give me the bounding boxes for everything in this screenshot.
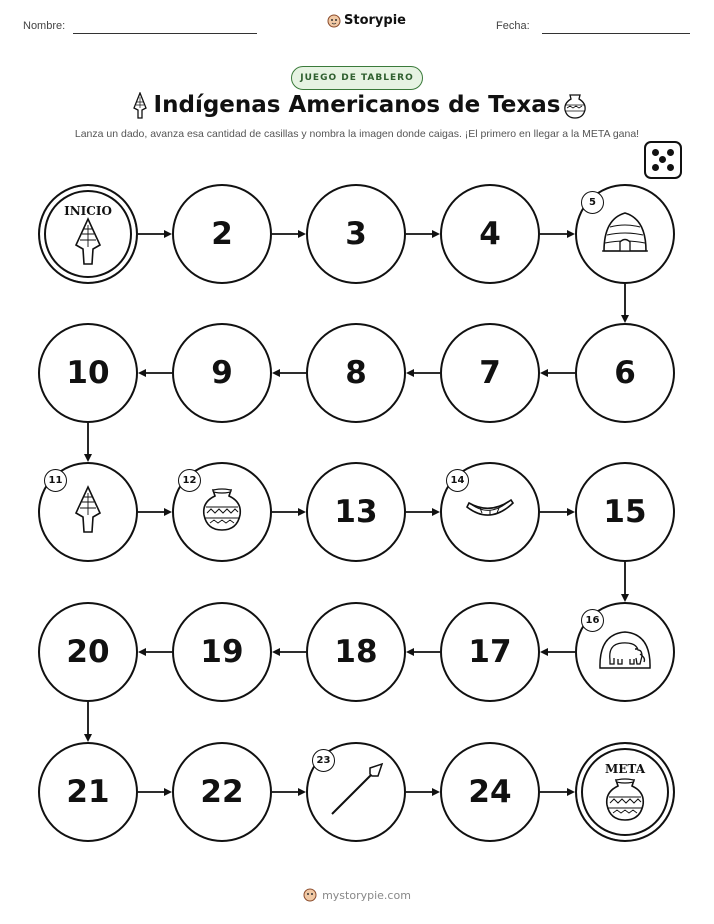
path-arrowhead [298, 788, 306, 796]
space-number: 4 [479, 216, 501, 252]
space-number-tag: 12 [178, 469, 201, 492]
footer [0, 888, 714, 902]
path-arrowhead [406, 648, 414, 656]
path-arrowhead [138, 369, 146, 377]
space-number-tag: 14 [446, 469, 469, 492]
board-space-18 [306, 602, 406, 702]
pottery-icon [603, 777, 647, 827]
footer-url: mystorypie.com [322, 888, 411, 902]
board-space-13 [306, 462, 406, 562]
board-space-3 [306, 184, 406, 284]
path-arrowhead [84, 454, 92, 462]
space-number-tag: 5 [581, 191, 604, 214]
date-label: Fecha: [496, 20, 530, 32]
path-arrowhead [164, 508, 172, 516]
start-space [38, 184, 138, 284]
spear-icon [326, 760, 386, 824]
space-number: 6 [614, 355, 636, 391]
start-label: INICIO [64, 204, 112, 218]
board-space-17 [440, 602, 540, 702]
board-space-16 [575, 602, 675, 702]
space-number: 13 [334, 494, 378, 530]
board-space-12 [172, 462, 272, 562]
space-number-tag: 16 [581, 609, 604, 632]
goal-label: META [604, 762, 645, 776]
canoe-icon [464, 495, 516, 529]
board-space-15 [575, 462, 675, 562]
path-arrowhead [432, 508, 440, 516]
path-arrowhead [138, 648, 146, 656]
board-space-5 [575, 184, 675, 284]
path-arrowhead [298, 230, 306, 238]
space-number: 10 [66, 355, 110, 391]
space-number-tag: 11 [44, 469, 67, 492]
space-number: 18 [334, 634, 378, 670]
goal-space [575, 742, 675, 842]
grass-house-icon [600, 209, 650, 259]
game-type-badge: JUEGO DE TABLERO [291, 66, 423, 90]
path-arrowhead [621, 315, 629, 323]
space-number: 20 [66, 634, 110, 670]
space-number: 17 [468, 634, 512, 670]
page-title: Indígenas Americanos de Texas [153, 92, 561, 118]
space-number: 9 [211, 355, 233, 391]
space-number: 19 [200, 634, 244, 670]
mammoth-icon [596, 628, 654, 676]
board-space-2 [172, 184, 272, 284]
path-arrowhead [567, 508, 575, 516]
path-arrowhead [272, 648, 280, 656]
path-arrowhead [272, 369, 280, 377]
path-arrowhead [432, 788, 440, 796]
board-space-7 [440, 323, 540, 423]
brand-name: Storypie [344, 13, 406, 28]
board-space-10 [38, 323, 138, 423]
path-arrowhead [540, 369, 548, 377]
space-number-tag: 23 [312, 749, 335, 772]
path-arrowhead [164, 230, 172, 238]
instructions: Lanza un dado, avanza esa cantidad de casillas y nombra la imagen donde caigas. ¡El primero en llegar a la META gana! [74, 128, 640, 140]
board-space-6 [575, 323, 675, 423]
board-space-19 [172, 602, 272, 702]
space-number: 21 [66, 774, 110, 810]
board-space-8 [306, 323, 406, 423]
space-number: 24 [468, 774, 512, 810]
board-space-4 [440, 184, 540, 284]
board-space-9 [172, 323, 272, 423]
path-arrowhead [621, 594, 629, 602]
arrowhead-icon [71, 217, 105, 271]
board-space-14 [440, 462, 540, 562]
board-space-11 [38, 462, 138, 562]
space-number: 2 [211, 216, 233, 252]
path-arrowhead [567, 230, 575, 238]
space-number: 15 [603, 494, 647, 530]
path-arrowhead [432, 230, 440, 238]
arrowhead-icon [71, 485, 105, 539]
space-number: 22 [200, 774, 244, 810]
path-arrowhead [164, 788, 172, 796]
path-arrowhead [84, 734, 92, 742]
name-label: Nombre: [23, 20, 66, 32]
storypie-logo-icon [303, 888, 317, 902]
board-space-23 [306, 742, 406, 842]
space-number: 3 [345, 216, 367, 252]
board-space-22 [172, 742, 272, 842]
pottery-icon [200, 487, 244, 537]
board-space-20 [38, 602, 138, 702]
path-arrowhead [406, 369, 414, 377]
path-arrowhead [567, 788, 575, 796]
board-space-24 [440, 742, 540, 842]
space-number: 7 [479, 355, 501, 391]
board-space-21 [38, 742, 138, 842]
space-number: 8 [345, 355, 367, 391]
path-arrowhead [298, 508, 306, 516]
path-arrowhead [540, 648, 548, 656]
